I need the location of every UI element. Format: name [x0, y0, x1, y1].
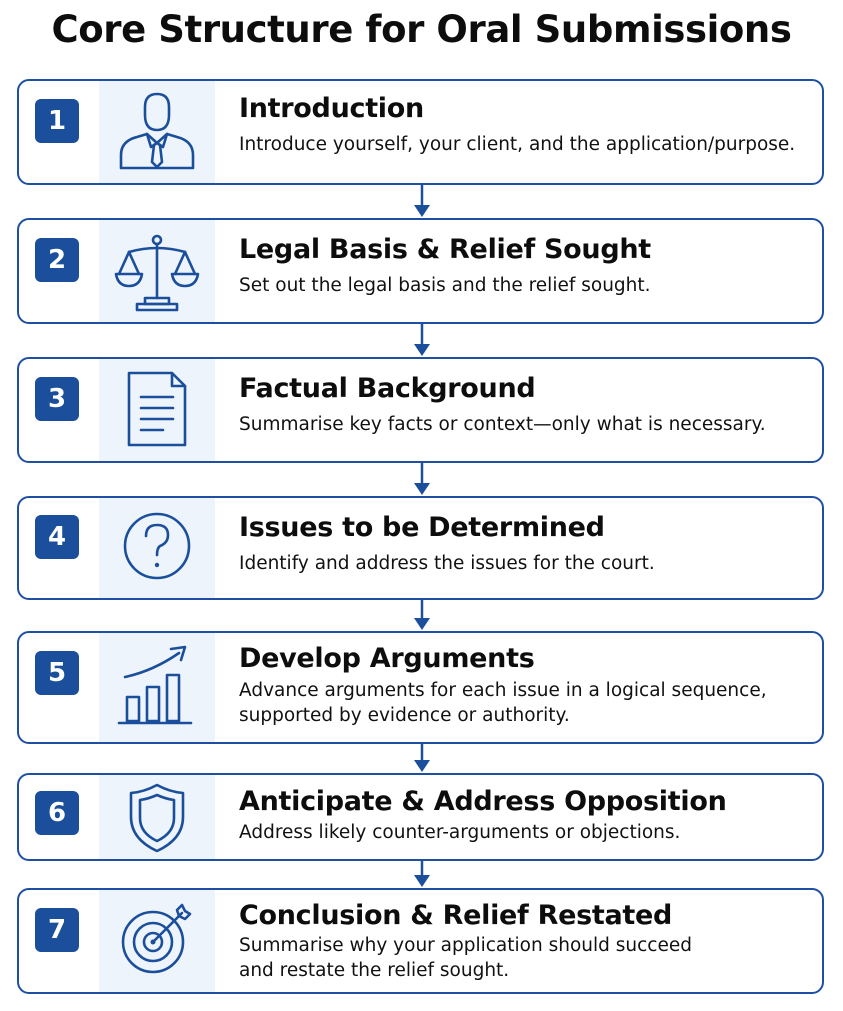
step-description-line-1: Summarise why your application should succeed — [239, 935, 692, 956]
icon-panel — [99, 890, 215, 992]
step-2-card — [17, 218, 824, 324]
step-description: Identify and address the issues for the court. — [239, 553, 655, 574]
step-5-card — [17, 631, 824, 744]
step-description: Address likely counter-arguments or objections. — [239, 822, 681, 843]
step-number: 7 — [35, 908, 79, 952]
step-4-card — [17, 496, 824, 600]
icon-panel — [99, 633, 215, 742]
arrow-down-icon — [412, 600, 432, 632]
step-title: Factual Background — [239, 373, 536, 404]
question-icon — [99, 498, 215, 598]
step-description-line-2: supported by evidence or authority. — [239, 705, 570, 726]
arrow-down-icon — [412, 324, 432, 358]
step-1-card — [17, 79, 824, 185]
icon-panel — [99, 220, 215, 322]
growth-chart-icon — [99, 633, 215, 742]
icon-panel — [99, 498, 215, 598]
step-title: Conclusion & Relief Restated — [239, 900, 673, 931]
icon-panel — [99, 81, 215, 183]
step-number: 5 — [35, 651, 79, 695]
step-title: Issues to be Determined — [239, 512, 605, 543]
step-title: Develop Arguments — [239, 643, 535, 674]
step-description-line-1: Advance arguments for each issue in a logical sequence, — [239, 680, 767, 701]
document-icon — [99, 359, 215, 461]
icon-panel — [99, 775, 215, 859]
person-icon — [99, 81, 215, 183]
step-7-card — [17, 888, 824, 994]
shield-icon — [99, 775, 215, 859]
arrow-down-icon — [412, 185, 432, 219]
step-title: Anticipate & Address Opposition — [239, 786, 727, 817]
step-number: 6 — [35, 791, 79, 835]
arrow-down-icon — [412, 463, 432, 497]
page-title: Core Structure for Oral Submissions — [51, 8, 792, 51]
icon-panel — [99, 359, 215, 461]
step-6-card — [17, 773, 824, 861]
step-number: 4 — [35, 515, 79, 559]
step-3-card — [17, 357, 824, 463]
scales-icon — [99, 220, 215, 322]
step-title: Legal Basis & Relief Sought — [239, 234, 651, 265]
step-description: Summarise key facts or context—only what is necessary. — [239, 414, 766, 435]
arrow-down-icon — [412, 744, 432, 774]
step-number: 3 — [35, 377, 79, 421]
step-title: Introduction — [239, 93, 424, 124]
target-icon — [99, 890, 215, 992]
step-description-line-2: and restate the relief sought. — [239, 960, 510, 981]
step-description: Introduce yourself, your client, and the application/purpose. — [239, 134, 796, 155]
step-number: 1 — [35, 99, 79, 143]
step-number: 2 — [35, 238, 79, 282]
arrow-down-icon — [412, 861, 432, 889]
step-description: Set out the legal basis and the relief sought. — [239, 275, 651, 296]
